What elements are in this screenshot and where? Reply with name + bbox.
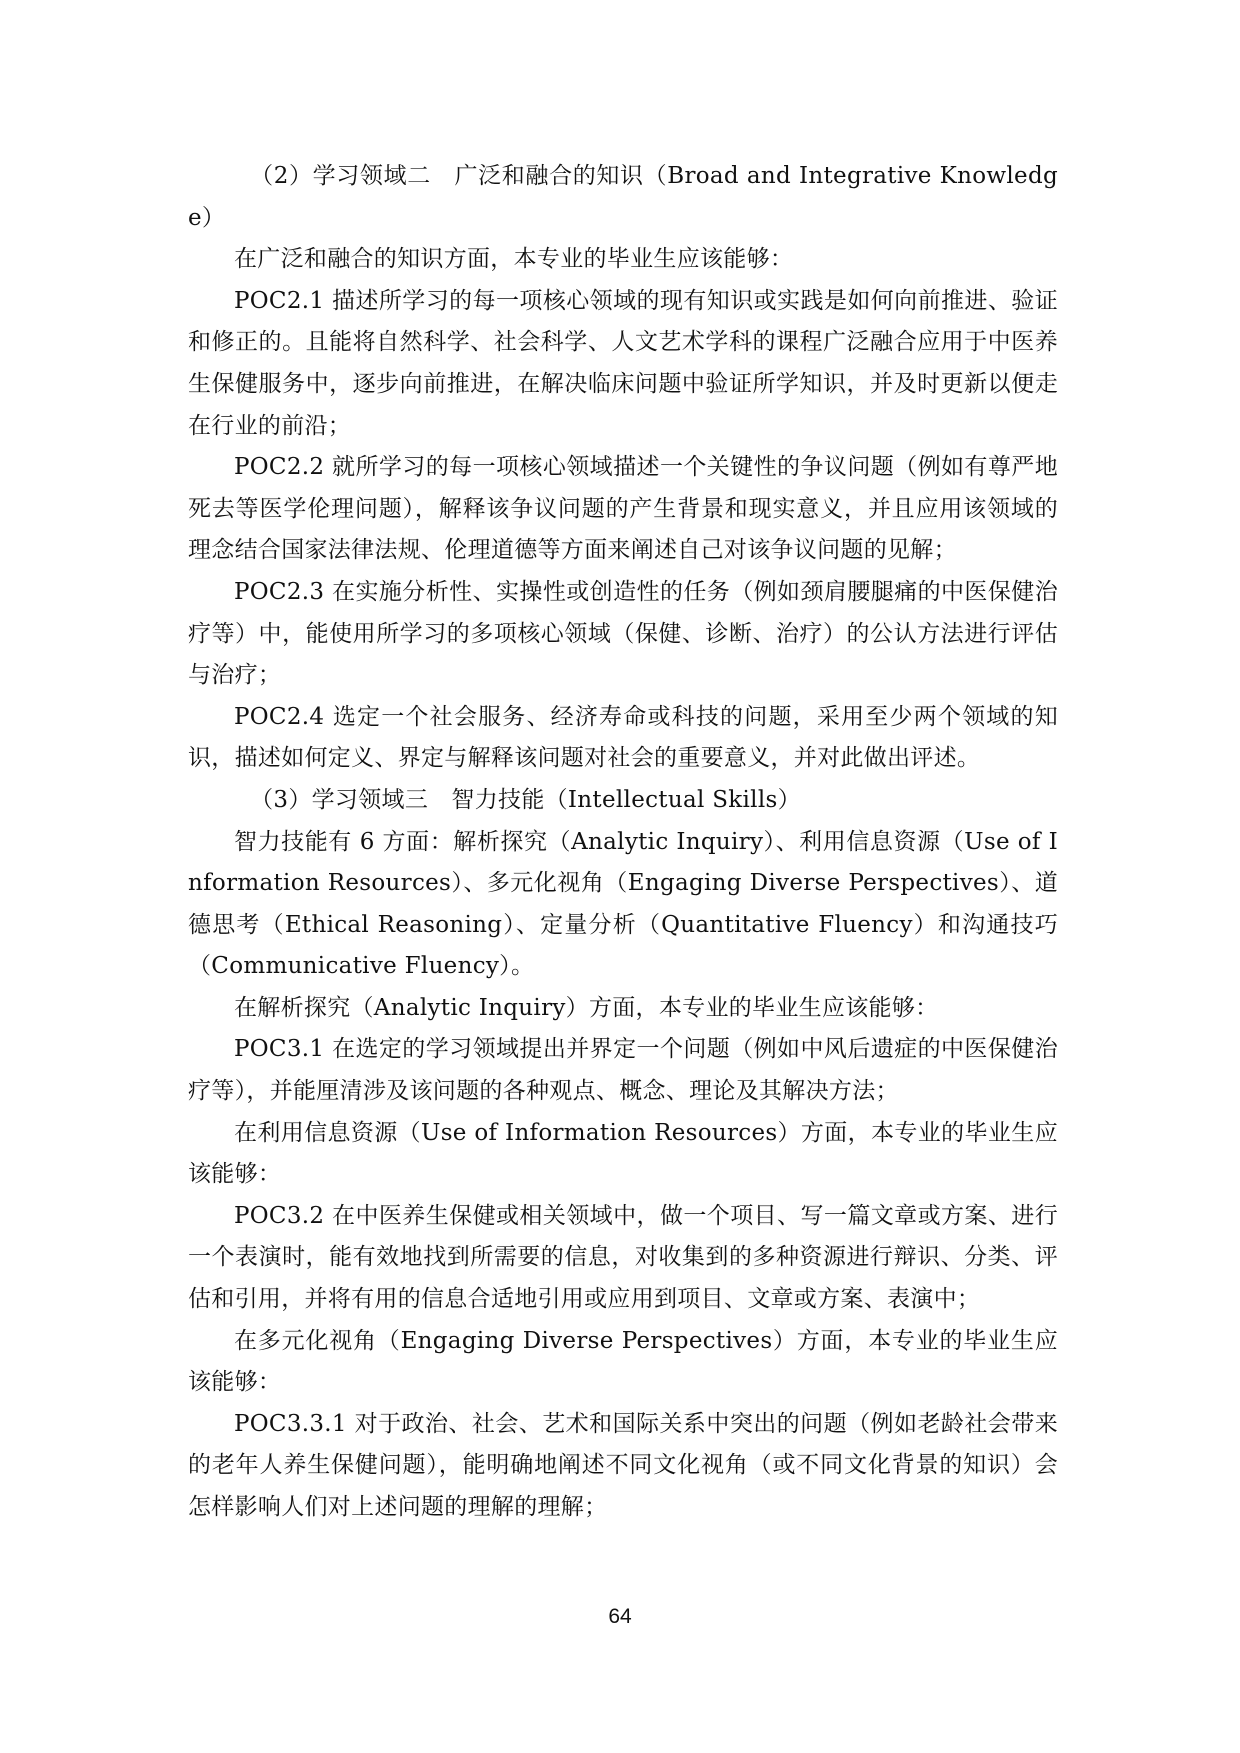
paragraph-poc3-2: POC3.2 在中医养生保健或相关领域中，做一个项目、写一篇文章或方案、进行一个表演时，能有效地找到所需要的信息，对收集到的多种资源进行辩识、分类、评估和引用，并将有用的信息合适地引用或应用到项目、文章或方案、表演中；: [188, 1202, 1058, 1313]
paragraph-diverse-perspectives-intro: 在多元化视角（Engaging Diverse Perspectives）方面，本专业的毕业生应该能够：: [188, 1327, 1058, 1396]
paragraph-poc2-3: POC2.3 在实施分析性、实操性或创造性的任务（例如颈肩腰腿痛的中医保健治疗等）中，能使用所学习的多项核心领域（保健、诊断、治疗）的公认方法进行评估与治疗；: [188, 578, 1058, 689]
paragraph-poc3-3-1: POC3.3.1 对于政治、社会、艺术和国际关系中突出的问题（例如老龄社会带来的老年人养生保健问题），能明确地阐述不同文化视角（或不同文化背景的知识）会怎样影响人们对上述问题的理解的理解；: [188, 1410, 1058, 1520]
paragraph-intro-2: 在广泛和融合的知识方面，本专业的毕业生应该能够：: [234, 246, 794, 273]
page-content: [188, 156, 1058, 1529]
section-heading-2: （2）学习领域二 广泛和融合的知识（Broad and Integrative Knowledge）: [188, 163, 1058, 231]
paragraph-intellectual-skills: 智力技能有 6 方面：解析探究（Analytic Inquiry）、利用信息资源（Use of Information Resources）、多元化视角（Engaging Diverse Perspectives）、道德思考（Ethical Reasoning）、定量分析（Quantitative Fluency）和沟通技巧（Communicative Fluency）。: [188, 828, 1058, 980]
paragraph-poc3-1: POC3.1 在选定的学习领域提出并界定一个问题（例如中风后遗症的中医保健治疗等），并能厘清涉及该问题的各种观点、概念、理论及其解决方法；: [188, 1036, 1058, 1105]
paragraph-poc2-2: POC2.2 就所学习的每一项核心领域描述一个关键性的争议问题（例如有尊严地死去等医学伦理问题），解释该争议问题的产生背景和现实意义，并且应用该领域的理念结合国家法律法规、伦理道德等方面来阐述自己对该争议问题的见解；: [188, 454, 1058, 564]
paragraph-information-resources-intro: 在利用信息资源（Use of Information Resources）方面，本专业的毕业生应该能够：: [188, 1119, 1058, 1188]
paragraph-poc2-4: POC2.4 选定一个社会服务、经济寿命或科技的问题，采用至少两个领域的知识，描述如何定义、界定与解释该问题对社会的重要意义，并对此做出评述。: [188, 703, 1058, 772]
page-number: 64: [608, 1605, 632, 1628]
section-heading-3: （3）学习领域三 智力技能（Intellectual Skills）: [250, 786, 801, 813]
paragraph-poc2-1: POC2.1 描述所学习的每一项核心领域的现有知识或实践是如何向前推进、验证和修正的。且能将自然科学、社会科学、人文艺术学科的课程广泛融合应用于中医养生保健服务中，逐步向前推进，在解决临床问题中验证所学知识，并及时更新以便走在行业的前沿；: [188, 287, 1058, 439]
paragraph-analytic-inquiry-intro: 在解析探究（Analytic Inquiry）方面，本专业的毕业生应该能够：: [234, 994, 939, 1021]
